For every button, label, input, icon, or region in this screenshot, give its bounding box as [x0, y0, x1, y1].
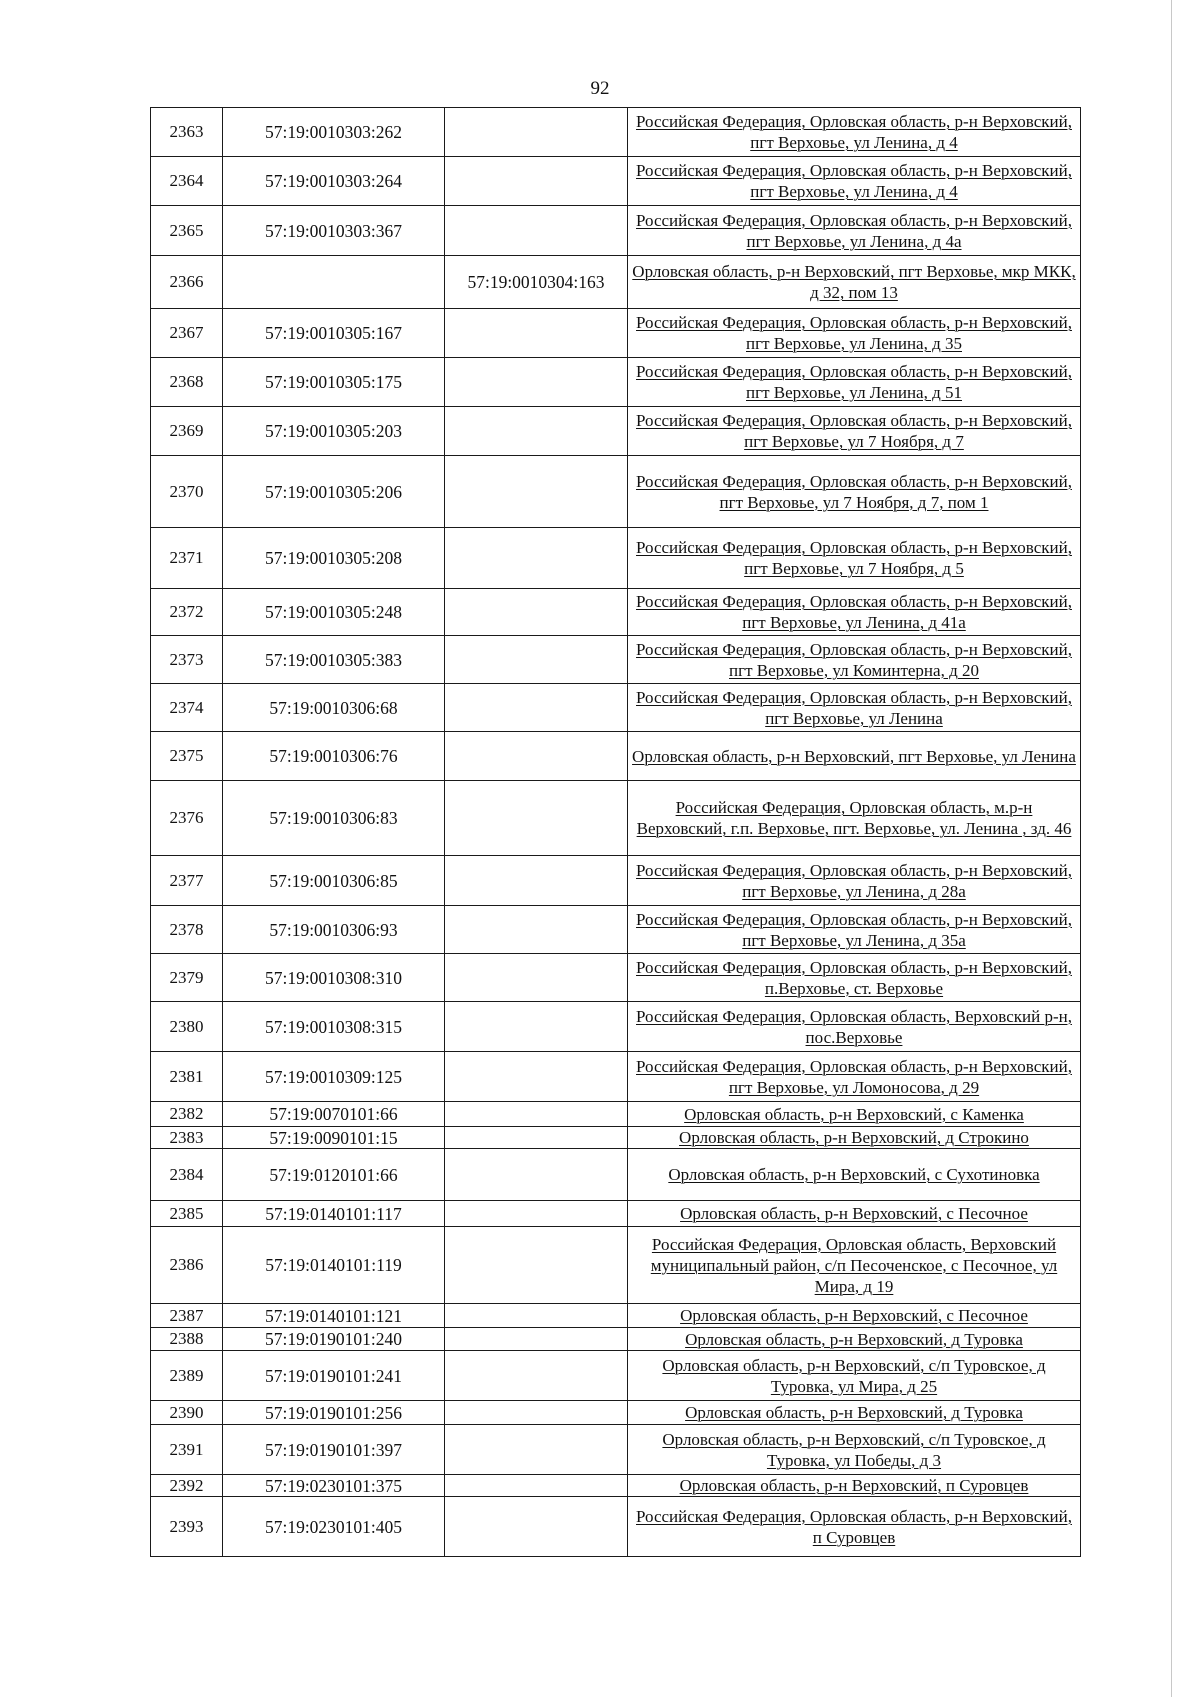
cadastral-number-cell [222, 1126, 445, 1149]
address-cell [627, 455, 1081, 528]
row-number-cell [150, 308, 223, 358]
cadastral-number-cell [222, 527, 445, 589]
row-number-text: 2388 [169, 1329, 204, 1348]
cadastral-number-cell [222, 1350, 445, 1401]
cadastral-number-text: 57:19:0010306:76 [269, 746, 398, 766]
row-number-cell [150, 1350, 223, 1401]
cadastral-number-text: 57:19:0140101:121 [264, 1305, 403, 1326]
address-text: Орловская область, р-н Верховский, д Туровка [685, 1329, 1023, 1349]
address-cell [627, 1001, 1081, 1052]
row-number-text: 2379 [169, 967, 204, 987]
cadastral-number-text: 57:19:0010305:203 [264, 421, 403, 441]
address-cell [627, 1051, 1081, 1102]
secondary-cadastral-cell [444, 107, 628, 157]
address-text: Орловская область, р-н Верховский, с/п Туровское, д Туровка, ул Победы, д 3 [662, 1429, 1046, 1470]
cadastral-number-text: 57:19:0190101:256 [264, 1402, 403, 1423]
row-number-text: 2366 [169, 272, 204, 291]
secondary-cadastral-cell [444, 1126, 628, 1149]
cadastral-number-text: 57:19:0090101:15 [269, 1127, 398, 1148]
cadastral-number-text: 57:19:0010303:264 [264, 171, 403, 191]
cadastral-number-cell [222, 255, 445, 309]
address-cell [627, 205, 1081, 256]
cadastral-number-text: 57:19:0230101:405 [264, 1516, 403, 1537]
address-text: Российская Федерация, Орловская область, м.р-н Верховский, г.п. Верховье, пгт. Верховье, ул. Ленина , зд. 46 [636, 798, 1072, 838]
cadastral-number-text: 57:19:0010306:83 [269, 808, 398, 828]
address-cell [627, 357, 1081, 407]
cadastral-number-cell [222, 588, 445, 636]
address-cell [627, 527, 1081, 589]
secondary-cadastral-cell [444, 156, 628, 206]
row-number-text: 2384 [169, 1164, 204, 1184]
address-text: Российская Федерация, Орловская область, р-н Верховский, пгт Верховье, ул Ленина, д 41а [636, 592, 1072, 632]
address-cell [627, 1126, 1081, 1149]
cadastral-number-cell [222, 1327, 445, 1351]
cadastral-number-text: 57:19:0070101:66 [269, 1104, 398, 1124]
secondary-cadastral-cell [444, 1001, 628, 1052]
address-text: Российская Федерация, Орловская область, р-н Верховский, пгт Верховье, ул Коминтерна, д 20 [636, 639, 1072, 680]
secondary-cadastral-cell [444, 455, 628, 528]
row-number-text: 2382 [169, 1104, 204, 1123]
cadastral-number-cell [222, 107, 445, 157]
address-text: Орловская область, р-н Верховский, с Песочное [680, 1204, 1028, 1223]
row-number-text: 2381 [169, 1066, 204, 1086]
address-cell [627, 683, 1081, 732]
address-cell [627, 107, 1081, 157]
address-text: Российская Федерация, Орловская область, Верховский р-н, пос.Верховье [636, 1006, 1072, 1047]
cadastral-number-cell [222, 455, 445, 528]
cadastral-number-text: 57:19:0120101:66 [269, 1164, 398, 1185]
row-number-text: 2372 [169, 602, 204, 621]
row-number-cell [150, 1200, 223, 1227]
row-number-text: 2374 [169, 697, 204, 717]
row-number-text: 2389 [169, 1365, 204, 1385]
address-text: Российская Федерация, Орловская область, р-н Верховский, п.Верховье, ст. Верховье [636, 957, 1072, 998]
cadastral-number-text: 57:19:0010306:85 [269, 870, 398, 891]
address-text: Российская Федерация, Орловская область, р-н Верховский, пгт Верховье, ул 7 Ноября, д 5 [636, 538, 1072, 578]
cadastral-number-text: 57:19:0010305:248 [264, 602, 403, 622]
secondary-cadastral-cell [444, 780, 628, 856]
address-cell [627, 1496, 1081, 1557]
address-text: Орловская область, р-н Верховский, д Туровка [685, 1403, 1023, 1422]
address-cell [627, 1327, 1081, 1351]
row-number-cell [150, 406, 223, 456]
cadastral-number-cell [222, 1001, 445, 1052]
address-cell [627, 855, 1081, 906]
address-text: Российская Федерация, Орловская область, р-н Верховский, пгт Верховье, ул Ленина, д 4а [636, 210, 1072, 251]
row-number-cell [150, 1303, 223, 1328]
address-text: Российская Федерация, Орловская область, р-н Верховский, пгт Верховье, ул Ломоносова, д 29 [636, 1056, 1072, 1097]
cadastral-number-cell [222, 156, 445, 206]
address-text: Российская Федерация, Орловская область, р-н Верховский, п Суровцев [636, 1506, 1072, 1547]
address-cell [627, 635, 1081, 684]
cadastral-number-text: 57:19:0010305:206 [264, 481, 403, 502]
cadastral-number-cell [222, 683, 445, 732]
row-number-cell [150, 156, 223, 206]
secondary-cadastral-cell [444, 588, 628, 636]
row-number-text: 2383 [169, 1127, 204, 1147]
cadastral-number-text: 57:19:0190101:397 [264, 1439, 403, 1460]
cadastral-number-cell [222, 1101, 445, 1127]
row-number-cell [150, 1327, 223, 1351]
row-number-text: 2393 [169, 1516, 204, 1536]
secondary-cadastral-cell [444, 406, 628, 456]
row-number-text: 2365 [169, 220, 204, 240]
address-cell [627, 1101, 1081, 1127]
secondary-cadastral-cell [444, 683, 628, 732]
address-text: Российская Федерация, Орловская область, р-н Верховский, пгт Верховье, ул Ленина, д 4 [636, 161, 1072, 201]
cadastral-number-text: 57:19:0010308:315 [264, 1016, 403, 1037]
cadastral-number-cell [222, 205, 445, 256]
address-text: Российская Федерация, Орловская область, р-н Верховский, пгт Верховье, ул Ленина, д 4 [636, 112, 1072, 152]
secondary-cadastral-cell [444, 1424, 628, 1475]
row-number-cell [150, 357, 223, 407]
address-text: Орловская область, р-н Верховский, с/п Туровское, д Туровка, ул Мира, д 25 [662, 1355, 1046, 1396]
secondary-cadastral-cell [444, 1496, 628, 1557]
row-number-text: 2370 [169, 481, 204, 501]
address-text: Орловская область, р-н Верховский, пгт Верховье, ул Ленина [632, 746, 1076, 766]
secondary-cadastral-cell [444, 255, 628, 309]
address-cell [627, 1424, 1081, 1475]
row-number-text: 2364 [169, 171, 204, 190]
row-number-text: 2378 [169, 919, 204, 939]
cadastral-number-cell [222, 1474, 445, 1497]
secondary-cadastral-cell [444, 1226, 628, 1304]
address-text: Российская Федерация, Орловская область, Верховский муниципальный район, с/п Песоченское, с Песочное, ул Мира, д 19 [650, 1234, 1058, 1296]
secondary-cadastral-cell [444, 1350, 628, 1401]
address-text: Российская Федерация, Орловская область, р-н Верховский, пгт Верховье, ул 7 Ноября, д 7 [636, 411, 1072, 451]
row-number-text: 2367 [169, 323, 204, 342]
address-cell [627, 156, 1081, 206]
cadastral-number-cell [222, 1051, 445, 1102]
row-number-cell [150, 107, 223, 157]
address-cell [627, 1400, 1081, 1425]
secondary-cadastral-text: 57:19:0010304:163 [467, 272, 605, 292]
cadastral-number-text: 57:19:0010308:310 [264, 967, 403, 988]
cadastral-number-cell [222, 1496, 445, 1557]
row-number-text: 2380 [169, 1016, 204, 1036]
row-number-cell [150, 1424, 223, 1475]
row-number-cell [150, 1400, 223, 1425]
cadastral-number-text: 57:19:0010303:262 [264, 122, 403, 142]
address-text: Орловская область, р-н Верховский, д Строкино [679, 1128, 1029, 1147]
row-number-cell [150, 1101, 223, 1127]
row-number-text: 2373 [169, 649, 204, 669]
secondary-cadastral-cell [444, 205, 628, 256]
cadastral-number-cell [222, 308, 445, 358]
cadastral-number-text: 57:19:0140101:119 [265, 1255, 402, 1275]
cadastral-number-cell [222, 406, 445, 456]
row-number-cell [150, 588, 223, 636]
cadastral-number-cell [222, 905, 445, 954]
row-number-cell [150, 855, 223, 906]
cadastral-number-text: 57:19:0140101:117 [265, 1203, 402, 1224]
address-cell [627, 588, 1081, 636]
address-text: Орловская область, р-н Верховский, с Песочное [680, 1306, 1028, 1325]
address-cell [627, 780, 1081, 856]
address-cell [627, 1226, 1081, 1304]
address-cell [627, 731, 1081, 781]
address-text: Российская Федерация, Орловская область, р-н Верховский, пгт Верховье, ул Ленина, д 35 [636, 313, 1072, 353]
row-number-text: 2375 [169, 746, 204, 765]
row-number-cell [150, 1496, 223, 1557]
address-cell [627, 1200, 1081, 1227]
secondary-cadastral-cell [444, 308, 628, 358]
address-cell [627, 255, 1081, 309]
row-number-text: 2363 [169, 122, 204, 141]
row-number-cell [150, 1126, 223, 1149]
secondary-cadastral-cell [444, 905, 628, 954]
address-text: Орловская область, р-н Верховский, с Каменка [684, 1104, 1024, 1124]
address-cell [627, 905, 1081, 954]
cadastral-number-text: 57:19:0010306:68 [269, 697, 398, 718]
address-cell [627, 308, 1081, 358]
row-number-cell [150, 683, 223, 732]
cadastral-number-cell [222, 635, 445, 684]
secondary-cadastral-cell [444, 1148, 628, 1201]
address-cell [627, 953, 1081, 1002]
row-number-text: 2386 [169, 1255, 204, 1274]
row-number-cell [150, 1148, 223, 1201]
secondary-cadastral-cell [444, 527, 628, 589]
row-number-text: 2387 [169, 1305, 204, 1325]
row-number-cell [150, 731, 223, 781]
cadastral-number-cell [222, 1200, 445, 1227]
cadastral-number-text: 57:19:0010303:367 [264, 220, 403, 241]
row-number-text: 2369 [169, 421, 204, 440]
row-number-cell [150, 205, 223, 256]
secondary-cadastral-cell [444, 1303, 628, 1328]
address-text: Орловская область, р-н Верховский, п Суровцев [679, 1476, 1029, 1495]
address-text: Орловская область, р-н Верховский, пгт Верховье, мкр МКК, д 32, пом 13 [632, 262, 1076, 302]
address-text: Российская Федерация, Орловская область, р-н Верховский, пгт Верховье, ул Ленина, д 51 [636, 362, 1072, 402]
secondary-cadastral-cell [444, 357, 628, 407]
secondary-cadastral-cell [444, 855, 628, 906]
secondary-cadastral-cell [444, 1200, 628, 1227]
cadastral-number-text: 57:19:0010305:208 [264, 548, 403, 568]
address-text: Российская Федерация, Орловская область, р-н Верховский, пгт Верховье, ул Ленина, д 35а [636, 909, 1072, 950]
secondary-cadastral-cell [444, 953, 628, 1002]
address-cell [627, 406, 1081, 456]
address-cell [627, 1303, 1081, 1328]
cadastral-number-text: 57:19:0010306:93 [269, 919, 398, 940]
page-number: 92 [590, 78, 610, 99]
row-number-text: 2368 [169, 372, 204, 391]
row-number-text: 2392 [169, 1475, 204, 1495]
address-text: Российская Федерация, Орловская область, р-н Верховский, пгт Верховье, ул 7 Ноября, д 7, пом 1 [636, 471, 1072, 512]
cadastral-number-cell [222, 1148, 445, 1201]
secondary-cadastral-cell [444, 1101, 628, 1127]
row-number-text: 2391 [169, 1439, 204, 1459]
row-number-text: 2385 [169, 1203, 204, 1223]
cadastral-number-text: 57:19:0190101:241 [264, 1365, 403, 1386]
cadastral-number-cell [222, 1400, 445, 1425]
row-number-cell [150, 635, 223, 684]
cadastral-number-cell [222, 1303, 445, 1328]
cadastral-number-cell [222, 780, 445, 856]
row-number-cell [150, 1001, 223, 1052]
cadastral-number-text: 57:19:0190101:240 [264, 1329, 403, 1349]
address-cell [627, 1148, 1081, 1201]
row-number-cell [150, 1051, 223, 1102]
secondary-cadastral-cell [444, 1400, 628, 1425]
row-number-cell [150, 953, 223, 1002]
row-number-cell [150, 455, 223, 528]
cadastral-number-cell [222, 953, 445, 1002]
cadastral-number-cell [222, 1424, 445, 1475]
row-number-text: 2390 [169, 1402, 204, 1422]
address-text: Орловская область, р-н Верховский, с Сухотиновка [668, 1165, 1040, 1184]
cadastral-number-text: 57:19:0230101:375 [264, 1475, 403, 1496]
row-number-text: 2371 [169, 548, 204, 567]
row-number-cell [150, 780, 223, 856]
row-number-cell [150, 905, 223, 954]
row-number-cell [150, 255, 223, 309]
row-number-cell [150, 1474, 223, 1497]
cadastral-number-text: 57:19:0010309:125 [264, 1066, 403, 1087]
cadastral-number-text: 57:19:0010305:383 [264, 649, 403, 670]
cadastral-number-cell [222, 357, 445, 407]
address-text: Российская Федерация, Орловская область, р-н Верховский, пгт Верховье, ул Ленина [636, 687, 1072, 728]
cadastral-number-cell [222, 731, 445, 781]
cadastral-number-text: 57:19:0010305:167 [264, 323, 403, 343]
row-number-text: 2377 [169, 870, 204, 890]
row-number-text: 2376 [169, 808, 204, 827]
secondary-cadastral-cell [444, 635, 628, 684]
address-cell [627, 1350, 1081, 1401]
address-cell [627, 1474, 1081, 1497]
secondary-cadastral-cell [444, 1327, 628, 1351]
row-number-cell [150, 1226, 223, 1304]
secondary-cadastral-cell [444, 731, 628, 781]
cadastral-number-cell [222, 1226, 445, 1304]
cadastral-number-cell [222, 855, 445, 906]
cadastral-number-text: 57:19:0010305:175 [264, 372, 403, 392]
row-number-cell [150, 527, 223, 589]
address-text: Российская Федерация, Орловская область, р-н Верховский, пгт Верховье, ул Ленина, д 28а [636, 860, 1072, 901]
secondary-cadastral-cell [444, 1051, 628, 1102]
secondary-cadastral-cell [444, 1474, 628, 1497]
